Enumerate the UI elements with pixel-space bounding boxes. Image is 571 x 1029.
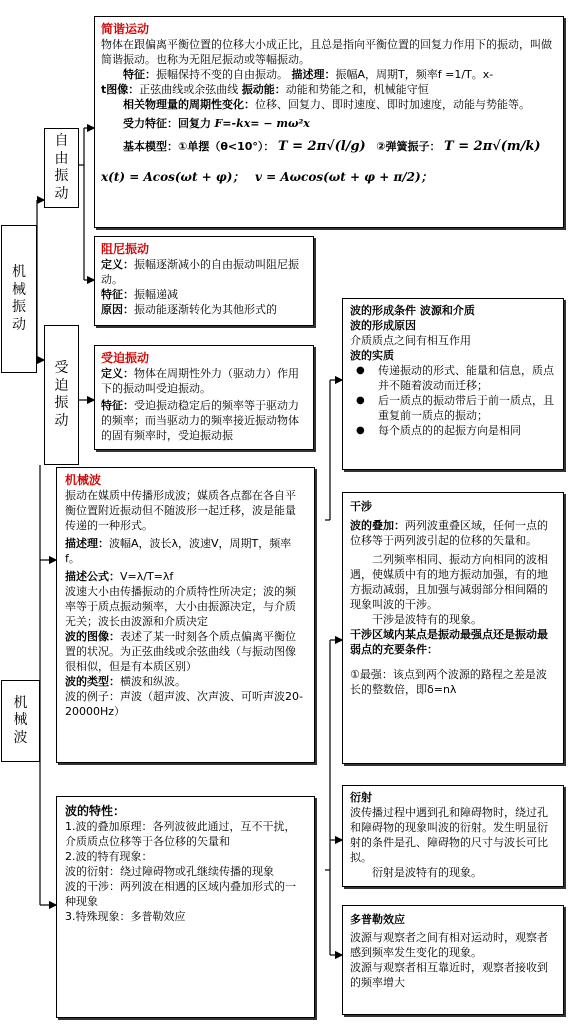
formation-bullet: ● 后一质点的振动带后于前一质点，且重复前一质点的振动； (350, 393, 556, 423)
doppler-approach: 波源与观察者相互靠近时，观察者接收到的频率增大 (350, 961, 548, 989)
diffraction-box (342, 785, 564, 887)
interference-unique: 干涉是波特有的现象。 (372, 613, 482, 626)
doppler-title: 多普勒效应 (350, 913, 405, 926)
wave-formula: 描述公式：V=λ/T=λf (65, 570, 174, 583)
damped-definition: 定义：振幅逐渐减小的自由振动叫阻尼振动。 (101, 258, 299, 286)
label-free-vibration (44, 128, 79, 208)
shm-feature: 特征：振幅保持不变的自由振动。 描述理：振幅A，周期T，频率f =1/T。x- (123, 68, 494, 81)
damped-feature: 特征：振幅递减 (101, 288, 178, 301)
props-interference: 波的干涉：两列波在相遇的区域内叠加形式的一种现象 (65, 880, 296, 908)
props-title: 波的特性： (65, 804, 126, 818)
shm-periodic: 相关物理量的周期性变化：位移、回复力、即时速度、即时加速度，动能与势能等。 (123, 98, 530, 111)
wave-example: 波的例子：声波（超声波、次声波、可听声波20-20000Hz） (65, 690, 303, 718)
wave-properties-box (56, 796, 315, 1018)
label-mechanical-wave (1, 680, 40, 762)
interference-definition: 二列频率相同、振动方向相同的波相遇，使媒质中有的地方振动加强，有的地方振动减弱，且加强与减弱部分相间隔的现象叫波的干涉。 (350, 553, 548, 611)
damped-box (94, 236, 314, 326)
interference-condition: 干涉区域内某点是振动最强点还是振动最弱点的充要条件： (350, 628, 548, 656)
wave-speed: 波速大小由传播振动的介质特性所决定；波的频率等于质点振动频率，大小由振源决定，与介质无关；波长由波源和介质决定 (65, 585, 296, 628)
shm-definition: 物体在跟偏离平衡位置的位移大小成正比，且总是指向平衡位置的回复力作用下的振动，叫做简谐振动。也称为无阻尼振动或等幅振动。 (101, 38, 552, 66)
props-diffraction: 波的衍射：绕过障碍物或孔继续传播的现象 (65, 865, 274, 878)
formation-bullets (350, 363, 556, 438)
label-forced-vibration (44, 325, 79, 465)
wave-graph: 波的图像：表述了某一时刻各个质点偏离平衡位置的状况。为正弦曲线或余弦曲线（与振动图像很相似，但是有本质区别） (65, 630, 296, 673)
wave-title: 机械波 (65, 473, 102, 487)
damped-cause: 原因：振动能逐渐转化为其他形式的 (101, 303, 277, 316)
diffraction-unique: 衍射是波特有的现象。 (372, 866, 482, 879)
formation-bullet: ● 每个质点的的起振方向是相同 (350, 423, 556, 438)
props-doppler: 3.特殊现象：多普勒效应 (65, 910, 186, 923)
diffraction-text: 波传播过程中遇到孔和障碍物时，绕过孔和障碍物的现象叫波的衍射。发生明显衍射的条件是孔、障碍物的尺寸与波长可比拟。 (350, 806, 548, 864)
props-special: 2.波的特有现象： (65, 850, 153, 863)
formation-condition: 波的形成条件 波源和介质 (350, 304, 475, 317)
shm-force: 受力特征：回复力 F=-kx= − mω²x (123, 117, 310, 130)
formation-cause: 介质质点之间有相互作用 (350, 334, 471, 347)
shm-box (94, 16, 564, 228)
forced-box (94, 345, 314, 450)
formation-box (342, 298, 564, 470)
doppler-box (342, 905, 564, 1015)
formation-essence-title: 波的实质 (350, 349, 394, 362)
props-superposition: 1.波的叠加原理：各列波彼此通过，互不干扰，介质质点位移等于各位移的矢量和 (65, 820, 296, 848)
wave-definition: 振动在媒质中传播形成波；媒质各点都在各自平衡位置附近振动但不随波形一起迁移，波是能量传递的一种形式。 (65, 489, 296, 532)
label-text: 机械波 (13, 694, 28, 746)
shm-equations: x(t) = Acos(ωt + φ)； v = Aωcos(ωt + φ + π/2)； (101, 170, 433, 184)
label-text: 机械振动 (11, 264, 26, 333)
formation-bullet: ● 传递振动的形式、能量和信息，质点并不随着波动而迁移； (350, 363, 556, 393)
wave-types: 波的类型：横波和纵波。 (65, 675, 186, 688)
interference-title: 干涉 (350, 500, 372, 513)
label-mechanical-vibration (1, 225, 37, 373)
forced-definition: 定义：物体在周期性外力（驱动力）作用下的振动叫受迫振动。 (101, 367, 299, 395)
formation-cause-title: 波的形成原因 (350, 319, 416, 332)
doppler-definition: 波源与观察者之间有相对运动时，观察者感到频率发生变化的现象。 (350, 931, 548, 959)
interference-box (342, 492, 564, 764)
shm-models: 基本模型：①单摆（θ<10°）： T = 2π√(l/g) ②弹簧振子： T = 2π√(m/k) (123, 139, 541, 154)
label-text: 自由振动 (54, 133, 69, 202)
forced-title: 受迫振动 (101, 351, 150, 365)
interference-superposition: 波的叠加：两列波重叠区域，任何一点的位移等于两列波引起的位移的矢量和。 (350, 519, 548, 547)
wave-quantities: 描述理：波幅A，波长λ，波速V，周期T，频率f。 (65, 537, 292, 565)
diffraction-title: 衍射 (350, 791, 372, 804)
shm-graph: t图像：正弦曲线或余弦曲线 振动能：动能和势能之和，机械能守恒 (101, 83, 429, 96)
damped-title: 阻尼振动 (101, 242, 150, 256)
forced-feature: 特征：受迫振动稳定后的频率等于驱动力的频率；而当驱动力的频率接近振动物体的固有频率时，受迫振动振 (101, 399, 299, 442)
shm-title: 简谐运动 (101, 22, 150, 36)
wave-box (56, 467, 315, 763)
label-text: 受迫振动 (54, 360, 69, 429)
interference-strongest: ①最强：该点到两个波源的路程之差是波长的整数倍，即δ=nλ (350, 668, 547, 696)
